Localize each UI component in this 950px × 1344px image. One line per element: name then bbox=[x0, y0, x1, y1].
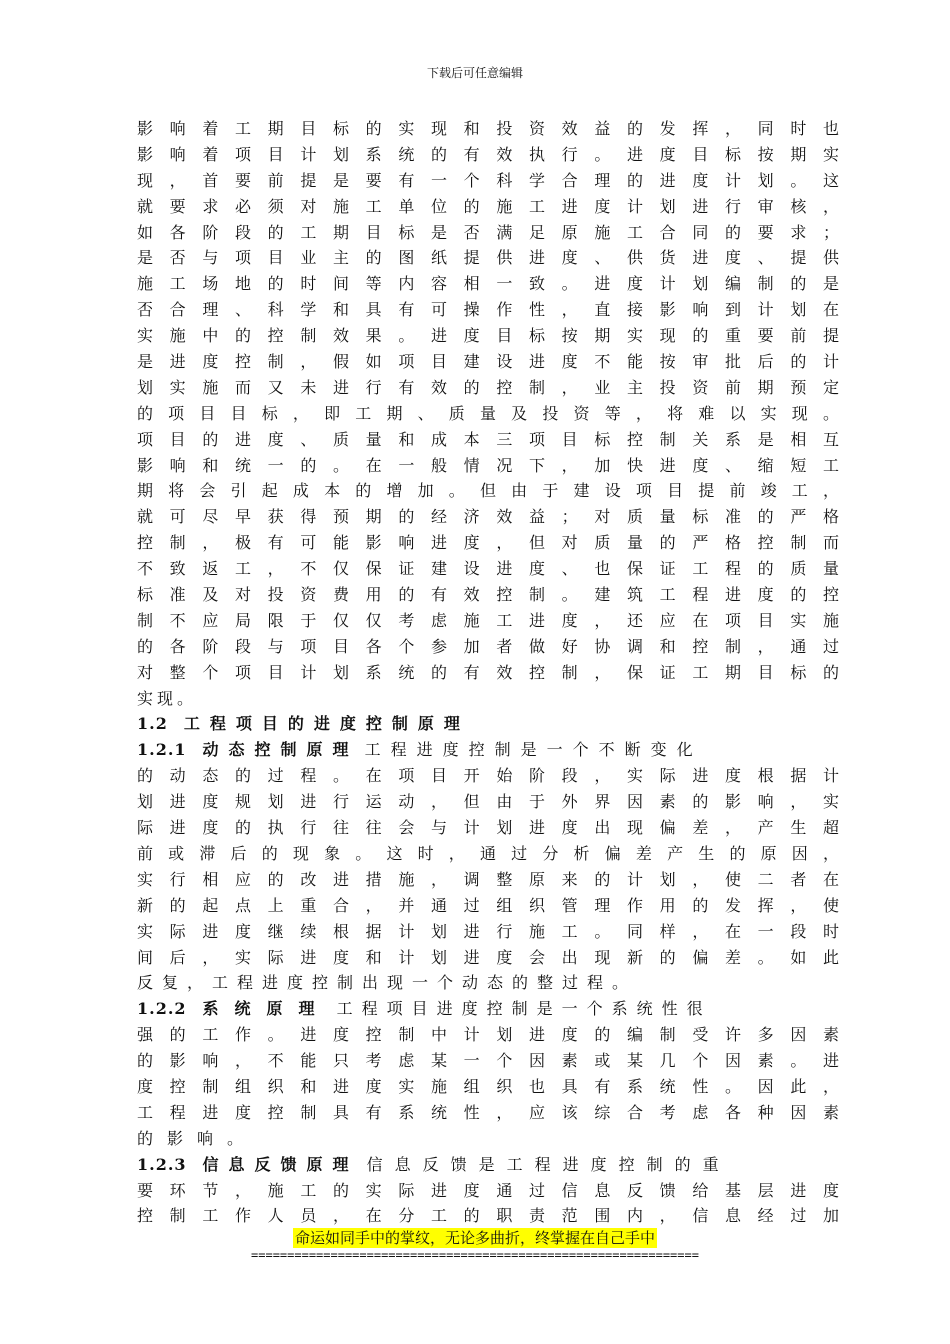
text-line: 对整个项目计划系统的有效控制，保证工期目标的 bbox=[137, 662, 843, 682]
footer bbox=[0, 1228, 950, 1248]
subsection-heading-line bbox=[137, 1152, 843, 1178]
section-number: 1.2 bbox=[137, 714, 168, 734]
text-line: 否合理、科学和具有可操作性，直接影响到计划在 bbox=[137, 300, 843, 320]
separator-line: ============================================================== bbox=[251, 1248, 699, 1262]
text-run: 信息反馈是工程进度控制的重 bbox=[366, 1154, 731, 1174]
document-body bbox=[137, 116, 843, 1229]
text-line: 如各阶段的工期目标是否满足原施工合同的要求； bbox=[137, 222, 843, 242]
text-line: 的各阶段与项目各个参加者做好协调和控制，通过 bbox=[137, 636, 843, 656]
text-line: 影响着项目计划系统的有效执行。进度目标按期实 bbox=[137, 144, 843, 164]
text-line: 强的工作。进度控制中计划进度的编制受许多因素 bbox=[137, 1025, 843, 1045]
text-line: 影响和统一的。在一般情况下，加快进度、缩短工 bbox=[137, 455, 843, 475]
text-line: 要环节，施工的实际进度通过信息反馈给基层进度 bbox=[137, 1180, 843, 1200]
text-line: 实施中的控制效果。进度目标按期实现的重要前提 bbox=[137, 326, 843, 346]
text-line: 控制，极有可能影响进度，但对质量的严格控制而 bbox=[137, 533, 843, 553]
text-line: 际进度的执行往往会与计划进度出现偏差，产生超 bbox=[137, 818, 843, 838]
subsection-number: 1.2.2 bbox=[137, 999, 187, 1019]
text-line: 的动态的过程。在项目开始阶段，实际进度根据计 bbox=[137, 766, 843, 786]
text-line: 实行相应的改进措施，调整原来的计划，使二者在 bbox=[137, 869, 843, 889]
subsection-title: 系统原理 bbox=[202, 999, 331, 1019]
subsection-title: 动态控制原理 bbox=[202, 740, 359, 760]
text-line: 不致返工，不仅保证建设进度、也保证工程的质量 bbox=[137, 559, 843, 579]
text-line: 的影响，不能只考虑某一个因素或某几个因素。进 bbox=[137, 1051, 843, 1071]
text-line: 标准及对投资费用的有效控制。建筑工程进度的控 bbox=[137, 585, 843, 605]
subsection-number: 1.2.1 bbox=[137, 740, 187, 760]
text-line: 现，首要前提是要有一个科学合理的进度计划。这 bbox=[137, 170, 843, 190]
text-line: 施工场地的时间等内容相一致。进度计划编制的是 bbox=[137, 274, 843, 294]
text-line: 的项目目标，即工期、质量及投资等，将难以实现。 bbox=[137, 403, 843, 423]
text-line: 间后，实际进度和计划进度会出现新的偏差。如此 bbox=[137, 947, 843, 967]
highlighted-motto: 命运如同手中的掌纹，无论多曲折，终掌握在自己手中 bbox=[294, 1229, 655, 1247]
text-line: 制不应局限于仅仅考虑施工进度，还应在项目实施 bbox=[137, 610, 843, 630]
section-title: 工程项目的进度控制原理 bbox=[183, 714, 470, 734]
text-line: 度控制组织和进度实施组织也具有系统性。因此， bbox=[137, 1076, 843, 1096]
subsection-heading-line bbox=[137, 737, 843, 763]
text-line: 划进度规划进行运动，但由于外界因素的影响，实 bbox=[137, 792, 843, 812]
text-line: 项目的进度、质量和成本三项目标控制关系是相互 bbox=[137, 429, 843, 449]
text-run: 工程项目进度控制是一个系统性很 bbox=[336, 999, 712, 1019]
text-line: 反复，工程进度控制出现一个动态的整过程。 bbox=[137, 973, 638, 993]
subsection-title: 信息反馈原理 bbox=[202, 1154, 359, 1174]
text-line: 新的起点上重合，并通过组织管理作用的发挥，使 bbox=[137, 895, 843, 915]
text-line: 实现。 bbox=[137, 688, 198, 708]
text-line: 影响着工期目标的实现和投资效益的发挥，同时也 bbox=[137, 119, 843, 138]
text-line: 工程进度控制具有系统性，应该综合考虑各种因素 bbox=[137, 1102, 843, 1122]
text-line: 期将会引起成本的增加。但由于建设项目提前竣工， bbox=[137, 481, 843, 501]
text-line: 划实施而又未进行有效的控制，业主投资前期预定 bbox=[137, 377, 843, 397]
subsection-heading-line bbox=[137, 996, 843, 1022]
text-line: 是否与项目业主的图纸提供进度、供货进度、提供 bbox=[137, 248, 843, 268]
text-line: 就可尽早获得预期的经济效益；对质量标准的严格 bbox=[137, 507, 843, 527]
text-line: 控制工作人员，在分工的职责范围内，信息经过加 bbox=[137, 1206, 843, 1226]
text-line: 就要求必须对施工单位的施工进度计划进行审核， bbox=[137, 196, 843, 216]
text-line: 的影响。 bbox=[137, 1128, 258, 1148]
text-line: 是进度控制，假如项目建设进度不能按审批后的计 bbox=[137, 352, 843, 372]
text-run: 工程进度控制是一个不断变化 bbox=[364, 740, 703, 760]
page-header: 下载后可任意编辑 bbox=[426, 66, 523, 80]
text-line: 前或滞后的现象。这时，通过分析偏差产生的原因， bbox=[137, 843, 843, 863]
section-heading bbox=[137, 711, 843, 737]
text-line: 实际进度继续根据计划进行施工。同样，在一段时 bbox=[137, 921, 843, 941]
subsection-number: 1.2.3 bbox=[137, 1154, 187, 1174]
